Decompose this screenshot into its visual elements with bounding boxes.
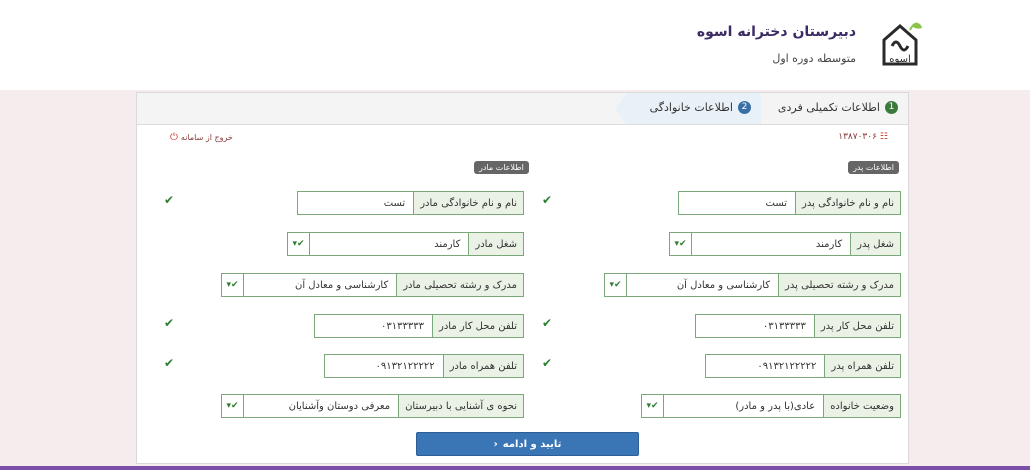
step-number-1: 1 <box>885 101 898 114</box>
father-job-dropdown-icon[interactable]: ✔▾ <box>670 233 692 255</box>
mother-mobile-label: تلفن همراه مادر <box>443 355 523 377</box>
school-logo-icon <box>874 18 926 70</box>
father-work-phone-check-icon: ✔ <box>542 316 553 330</box>
mother-work-phone-check-icon: ✔ <box>164 316 175 330</box>
mother-education-label: مدرک و رشته تحصیلی مادر <box>396 274 523 296</box>
mother-name-field[interactable] <box>297 191 524 215</box>
submit-continue-button[interactable] <box>416 432 639 456</box>
family-status-dropdown-icon[interactable]: ✔▾ <box>642 395 664 417</box>
father-mobile-check-icon: ✔ <box>542 356 553 370</box>
step-label-personal-info: اطلاعات تکمیلی فردی <box>777 101 880 114</box>
site-header <box>0 0 1030 90</box>
mother-job-dropdown-icon[interactable]: ✔▾ <box>288 233 310 255</box>
mother-section-badge: اطلاعات مادر <box>474 161 529 174</box>
father-education-select[interactable]: کارشناسی و معادل آن <box>676 279 771 291</box>
mother-name-input[interactable]: تست <box>383 197 406 209</box>
mother-education-dropdown-icon[interactable]: ✔▾ <box>222 274 244 296</box>
form-card <box>136 92 909 464</box>
mother-mobile-input[interactable]: ۰۹۱۳۲۱۲۲۲۲۲ <box>375 360 435 372</box>
family-status-field[interactable] <box>641 394 901 418</box>
step-label-family-info: اطلاعات خانوادگی <box>649 101 733 114</box>
mother-name-label: نام و نام خانوادگی مادر <box>413 192 523 214</box>
school-name: دبیرستان دخترانه اسوه <box>696 24 856 40</box>
mother-job-select[interactable]: کارمند <box>434 238 461 250</box>
logout-icon: ⏻ <box>170 132 178 143</box>
family-status-label: وضعیت خانواده <box>823 395 900 417</box>
acquaintance-field[interactable] <box>221 394 524 418</box>
wizard-steps <box>137 93 908 125</box>
mother-name-check-icon: ✔ <box>164 193 175 207</box>
father-work-phone-field[interactable] <box>695 314 901 338</box>
mother-job-label: شغل مادر <box>468 233 523 255</box>
father-mobile-field[interactable] <box>705 354 901 378</box>
mother-job-field[interactable] <box>287 232 524 256</box>
mother-work-phone-input[interactable]: ۰۳۱۳۳۳۳۳ <box>381 320 424 332</box>
father-mobile-input[interactable]: ۰۹۱۳۲۱۲۲۲۲۲ <box>757 360 817 372</box>
logout-label: خروج از سامانه <box>180 133 233 142</box>
student-code-value: ۱۳۸۷۰۳۰۶ <box>838 132 877 142</box>
father-name-input[interactable]: تست <box>765 197 788 209</box>
school-subtitle: متوسطه دوره اول <box>772 52 856 65</box>
father-mobile-label: تلفن همراه پدر <box>824 355 900 377</box>
father-work-phone-label: تلفن محل کار پدر <box>814 315 900 337</box>
mother-work-phone-label: تلفن محل کار مادر <box>432 315 523 337</box>
father-job-select[interactable]: کارمند <box>815 238 843 250</box>
mother-mobile-field[interactable] <box>324 354 524 378</box>
mother-education-select[interactable]: کارشناسی و معادل آن <box>294 279 389 291</box>
father-job-label: شغل پدر <box>850 233 900 255</box>
father-education-dropdown-icon[interactable]: ✔▾ <box>605 274 627 296</box>
chevron-left-icon: ‹ <box>493 438 498 450</box>
father-education-field[interactable] <box>604 273 901 297</box>
father-section-badge: اطلاعات پدر <box>848 161 899 174</box>
father-work-phone-input[interactable]: ۰۳۱۳۳۳۳۳ <box>762 320 806 332</box>
mother-education-field[interactable] <box>221 273 524 297</box>
father-name-field[interactable] <box>678 191 901 215</box>
family-status-select[interactable]: عادی(با پدر و مادر) <box>735 400 816 412</box>
father-job-field[interactable] <box>669 232 901 256</box>
logout-link[interactable] <box>170 132 233 143</box>
father-name-check-icon: ✔ <box>542 193 553 207</box>
mother-work-phone-field[interactable] <box>314 314 524 338</box>
acquaintance-select[interactable]: معرفی دوستان وآشنایان <box>288 400 391 412</box>
student-code <box>838 132 888 142</box>
acquaintance-label: نحوه ی آشنایی با دبیرستان <box>398 395 523 417</box>
mother-mobile-check-icon: ✔ <box>164 356 175 370</box>
submit-label: تایید و ادامه <box>502 438 562 450</box>
acquaintance-dropdown-icon[interactable]: ✔▾ <box>222 395 244 417</box>
step-number-2: 2 <box>738 101 751 114</box>
bottom-accent-bar <box>0 466 1030 470</box>
barcode-icon: ☷ <box>879 132 888 142</box>
wizard-step-family-info[interactable] <box>627 93 761 124</box>
wizard-step-personal-info[interactable] <box>761 93 908 124</box>
father-education-label: مدرک و رشته تحصیلی پدر <box>778 274 900 296</box>
father-name-label: نام و نام خانوادگی پدر <box>795 192 900 214</box>
svg-text:اسوه: اسوه <box>889 54 911 65</box>
